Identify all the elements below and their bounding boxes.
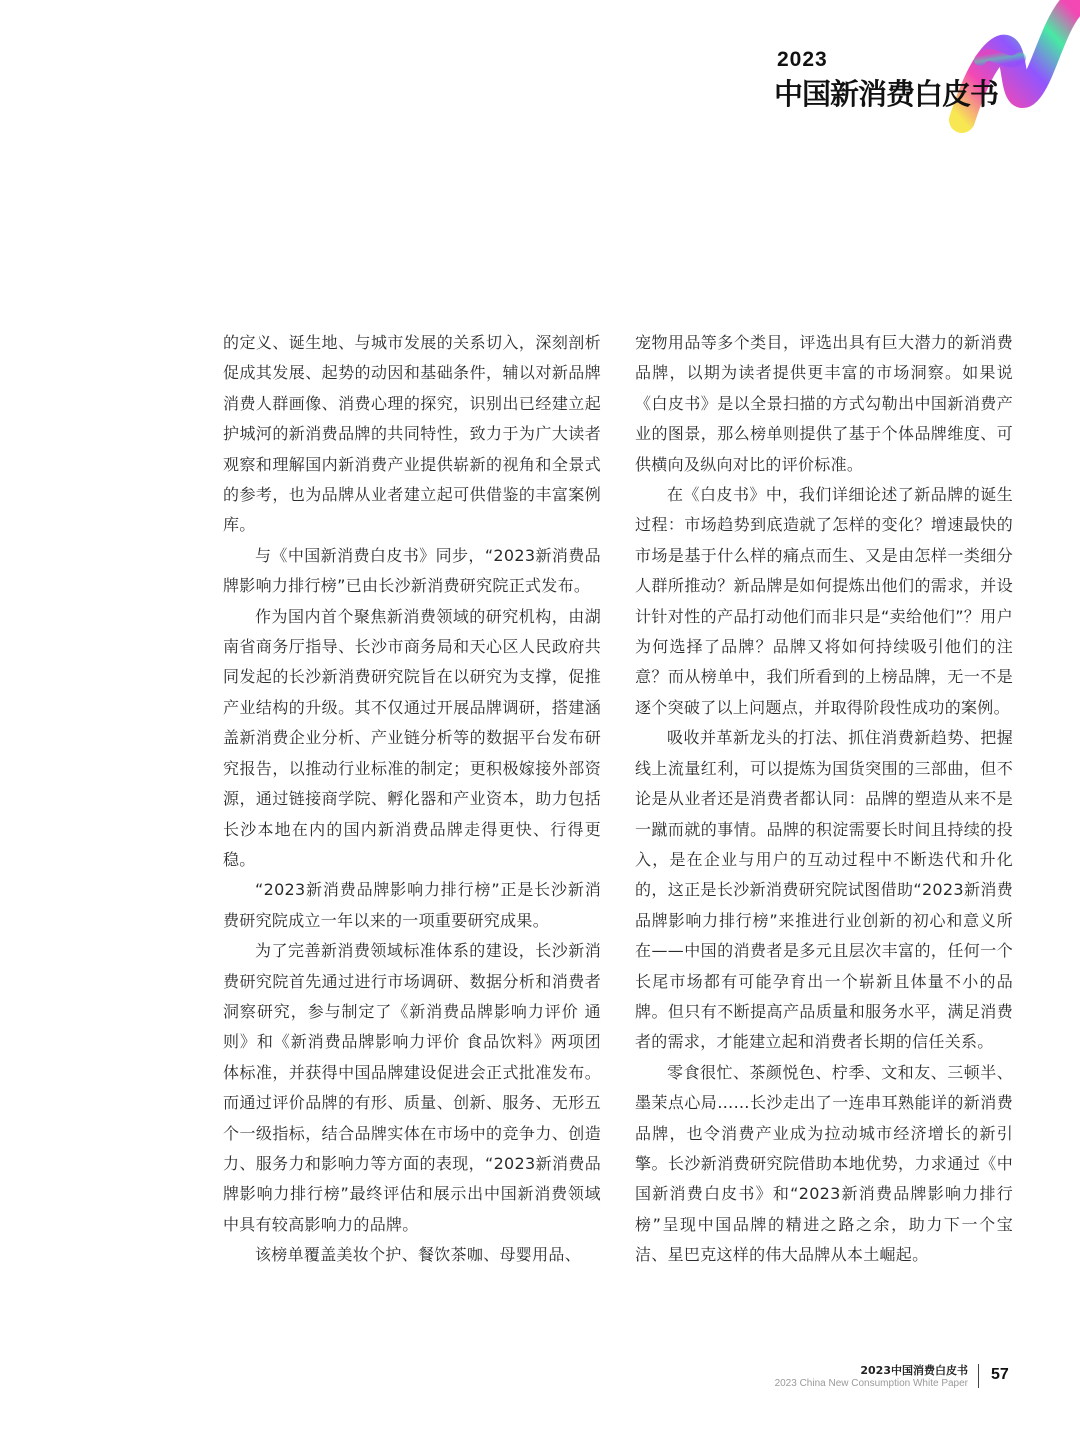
paragraph: “2023新消费品牌影响力排行榜”正是长沙新消费研究院成立一年以来的一项重要研究成果。 [223, 880, 601, 930]
page-number: 57 [991, 1366, 1009, 1383]
header-title: 中国新消费白皮书 [774, 77, 999, 111]
brand-logo-icon [940, 0, 1080, 135]
paragraph: 作为国内首个聚焦新消费领域的研究机构，由湖南省商务厅指导、长沙市商务局和天心区人民政府共同发起的长沙新消费研究院旨在以研究为支撑，促推产业结构的升级。其不仅通过开展品牌调研，搭建涵盖新消费企业分析、产业链分析等的数据平台发布研究报告，以推动行业标准的制定；更积极嫁接外部资源，通过链接商学院、孵化器和产业资本，助力包括长沙本地在内的国内新消费品牌走得更快、行得更稳。 [223, 606, 601, 869]
right-column [635, 328, 1013, 1271]
paragraph: 宠物用品等多个类目，评选出具有巨大潜力的新消费品牌，以期为读者提供更丰富的市场洞察。如果说《白皮书》是以全景扫描的方式勾勒出中国新消费产业的图景，那么榜单则提供了基于个体品牌维度、可供横向及纵向对比的评价标准。 [635, 333, 1013, 474]
footer-divider [978, 1364, 979, 1388]
paragraph: 在《白皮书》中，我们详细论述了新品牌的诞生过程：市场趋势到底造就了怎样的变化？增速最快的市场是基于什么样的痛点而生、又是由怎样一类细分人群所推动？新品牌是如何提炼出他们的需求，并设计针对性的产品打动他们而非只是“卖给他们”？用户为何选择了品牌？品牌又将如何持续吸引他们的注意？而从榜单中，我们所看到的上榜品牌，无一不是逐个突破了以上问题点，并取得阶段性成功的案例。 [635, 485, 1013, 717]
paragraph: 零食很忙、茶颜悦色、柠季、文和友、三顿半、墨茉点心局……长沙走出了一连串耳熟能详的新消费品牌，也令消费产业成为拉动城市经济增长的新引擎。长沙新消费研究院借助本地优势，力求通过《中国新消费白皮书》和“2023新消费品牌影响力排行榜”呈现中国品牌的精进之路之余，助力下一个宝洁、星巴克这样的伟大品牌从本土崛起。 [635, 1062, 1013, 1265]
paragraph: 吸收并革新龙头的打法、抓住消费新趋势、把握线上流量红利，可以提炼为国货突围的三部曲，但不论是从业者还是消费者都认同：品牌的塑造从来不是一蹴而就的事情。品牌的积淀需要长时间且持续的投入，是在企业与用户的互动过程中不断迭代和升化的，这正是长沙新消费研究院试图借助“2023新消费品牌影响力排行榜”来推进行业创新的初心和意义所在——中国的消费者是多元且层次丰富的，任何一个长尾市场都有可能孕育出一个崭新且体量不小的品牌。但只有不断提高产品质量和服务水平，满足消费者的需求，才能建立起和消费者长期的信任关系。 [635, 728, 1013, 1052]
paragraph: 为了完善新消费领域标准体系的建设，长沙新消费研究院首先通过进行市场调研、数据分析和消费者洞察研究，参与制定了《新消费品牌影响力评价 通则》和《新消费品牌影响力评价 食品饮料》两项团体标准，并获得中国品牌建设促进会正式批准发布。而通过评价品牌的有形、质量、创新、服务、无形五个一级指标，结合品牌实体在市场中的竞争力、创造力、服务力和影响力等方面的表现，“2023新消费品牌影响力排行榜”最终评估和展示出中国新消费领域中具有较高影响力的品牌。 [223, 941, 601, 1234]
paragraph: 该榜单覆盖美妆个护、餐饮茶咖、母婴用品、 [255, 1245, 582, 1265]
paragraph: 与《中国新消费白皮书》同步，“2023新消费品牌影响力排行榜”已由长沙新消费研究院正式发布。 [223, 545, 601, 596]
header-year: 2023 [777, 48, 828, 71]
paragraph: 的定义、诞生地、与城市发展的关系切入，深刻剖析促成其发展、起势的动因和基础条件，辅以对新品牌消费人群画像、消费心理的探究，识别出已经建立起护城河的新消费品牌的共同特性，致力于为广大读者观察和理解国内新消费产业提供崭新的视角和全景式的参考，也为品牌从业者建立起可供借鉴的丰富案例库。 [223, 333, 601, 535]
footer-title: 2023中国消费白皮书 [860, 1364, 968, 1377]
footer-subtitle: 2023 China New Consumption White Paper [774, 1378, 968, 1389]
left-column [223, 328, 601, 1271]
